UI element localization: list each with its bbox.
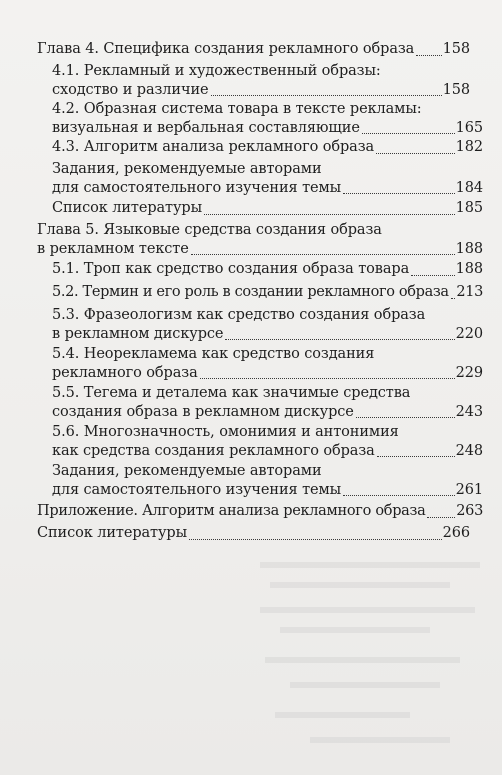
toc-entry-title: 5.5. Тегема и деталема как значимые средства: [52, 385, 411, 401]
toc-entry-title: Список литературы: [37, 525, 188, 541]
leader-dots: [376, 143, 455, 154]
leader-dots: [411, 265, 454, 276]
toc-page-number: 261: [455, 481, 483, 498]
leader-dots: [225, 329, 454, 340]
toc-entry-title: 5.1. Троп как средство создания образа товара: [52, 261, 410, 277]
leader-dots: [416, 45, 441, 56]
toc-entry-title-cont: визуальная и вербальная составляющие: [52, 119, 360, 136]
toc-entry-assignments-4: [52, 160, 483, 197]
toc-entry-title: 5.6. Многозначность, омонимия и антонимия: [52, 424, 399, 440]
toc-entry-appendix: [37, 502, 483, 521]
toc-entry-title: 4.2. Образная система товара в тексте рекламы:: [52, 101, 422, 117]
toc-page-number: 213: [456, 284, 483, 300]
toc-entry-5-3: [52, 306, 483, 343]
toc-entry-4-1: [52, 62, 470, 99]
toc-entry-title: Приложение. Алгоритм анализа рекламного образа: [37, 503, 426, 519]
toc-entry-title: Задания, рекомендуемые авторами: [52, 161, 322, 177]
leader-dots: [211, 85, 442, 96]
toc-entry-title: 4.1. Рекламный и художественный образы:: [52, 63, 381, 79]
leader-dots: [377, 446, 455, 457]
toc-page-number: 188: [455, 261, 483, 277]
toc-page-number: 158: [442, 81, 470, 98]
leader-dots: [356, 407, 455, 418]
toc-entry-4-2: [52, 100, 483, 137]
leader-dots: [189, 529, 442, 540]
toc-page-number: 182: [455, 139, 483, 155]
toc-entry-5-4: [52, 345, 483, 382]
toc-entry-title-cont: в рекламном дискурсе: [52, 325, 224, 342]
toc-page-number: 229: [455, 364, 483, 381]
leader-dots: [191, 244, 455, 255]
toc-entry-title-cont: создания образа в рекламном дискурсе: [52, 403, 354, 420]
toc-entry-title: 5.3. Фразеологизм как средство создания образа: [52, 307, 426, 323]
toc-entry-references-4: [52, 199, 483, 218]
leader-dots: [427, 507, 455, 518]
toc-page-number: 243: [455, 403, 483, 420]
toc-entry-title-cont: как средства создания рекламного образа: [52, 442, 375, 459]
toc-page-number: 266: [442, 525, 470, 541]
toc-page-number: 158: [442, 41, 470, 57]
toc-entry-5-1: [52, 260, 483, 279]
toc-entry-title-cont: сходство и различие: [52, 81, 209, 98]
toc-page-number: 184: [455, 179, 483, 196]
toc-entry-title: 4.3. Алгоритм анализа рекламного образа: [52, 139, 375, 155]
toc-entry-assignments-5: [52, 462, 483, 499]
leader-dots: [204, 204, 455, 215]
toc-entry-title: 5.2. Термин и его роль в создании рекламного образа: [52, 284, 449, 300]
toc-entry-4-3: [52, 138, 483, 157]
toc-entry-references-final: [37, 524, 470, 543]
toc-entry-title: 5.4. Неорекламема как средство создания: [52, 346, 375, 362]
toc-entry-chapter-4: [37, 40, 470, 59]
leader-dots: [200, 368, 455, 379]
toc-entry-chapter-5: [37, 221, 483, 258]
toc-entry-5-6: [52, 423, 483, 460]
toc-entry-title: Глава 4. Специфика создания рекламного образа: [37, 41, 415, 57]
leader-dots: [451, 288, 456, 299]
toc-page-number: 185: [455, 200, 483, 216]
toc-entry-5-5: [52, 384, 483, 421]
toc-page-number: 165: [455, 119, 483, 136]
toc-entry-5-2: [52, 283, 483, 302]
toc-entry-title-cont: для самостоятельного изучения темы: [52, 179, 342, 196]
toc-page-number: 220: [455, 325, 483, 342]
leader-dots: [343, 183, 455, 194]
bleed-through-shadow: [250, 555, 500, 765]
toc-page-number: 263: [456, 503, 483, 519]
toc-page-number: 248: [455, 442, 483, 459]
toc-entry-title: Глава 5. Языковые средства создания образа: [37, 222, 382, 238]
toc-entry-title: Список литературы: [52, 200, 203, 216]
bleed-through-lines: [250, 555, 500, 765]
toc-entry-title: Задания, рекомендуемые авторами: [52, 463, 322, 479]
leader-dots: [362, 123, 455, 134]
toc-entry-title-cont: для самостоятельного изучения темы: [52, 481, 342, 498]
toc-entry-title-cont: рекламного образа: [52, 364, 198, 381]
leader-dots: [343, 485, 455, 496]
toc-entry-title-cont: в рекламном тексте: [37, 240, 189, 257]
toc-page-number: 188: [455, 240, 483, 257]
